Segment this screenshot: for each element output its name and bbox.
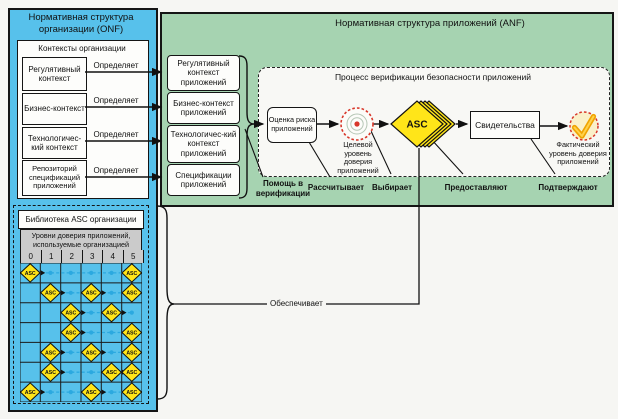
risk-assessment-box: Оценка риска приложений: [267, 107, 317, 143]
library-brace: [157, 206, 174, 399]
svg-text:ASC: ASC: [24, 390, 36, 396]
asc-library-header: Библиотека ASC организации: [18, 210, 144, 229]
trust-levels-subheader: Уровни доверия приложений, используемые организацией: [20, 229, 142, 251]
asc-diamond-label: ASC: [406, 119, 428, 131]
org-context-technology: Технологичес-кий контекст: [22, 127, 87, 159]
svg-text:ASC: ASC: [85, 290, 97, 297]
trust-level-column-4: 4: [102, 250, 123, 263]
trust-level-column-0: 0: [28, 252, 33, 261]
svg-text:ASC: ASC: [45, 370, 56, 377]
target-trust-label: Целевой уровень доверия приложений: [337, 140, 379, 175]
onf-title: Нормативная структура организации (ONF): [28, 12, 134, 35]
verification-process-title: Процесс верификации безопасности приложений: [334, 72, 532, 82]
trust-level-column-1: 1: [41, 250, 62, 263]
svg-text:ASC: ASC: [45, 290, 56, 297]
org-context-business: Бизнес-контекст: [22, 93, 87, 125]
checkmark-icon: [570, 112, 598, 140]
anf-contexts-brace: [239, 56, 254, 198]
trust-level-column-2: 2: [61, 250, 82, 263]
svg-text:ASC: ASC: [126, 290, 138, 297]
trust-level-column-5: 5: [123, 250, 144, 263]
trust-level-column-3: 3: [82, 250, 103, 263]
anf-context-regulatory: Регулятивный контекст приложений: [167, 55, 240, 91]
defines-label-2: Определяет: [93, 96, 139, 105]
svg-text:ASC: ASC: [106, 370, 117, 377]
org-contexts-header: Контексты организации: [38, 44, 126, 53]
svg-text:ASC: ASC: [126, 350, 138, 357]
action-selects: Выбирает: [371, 183, 413, 192]
anf-context-business: Бизнес-контекст приложений: [167, 92, 240, 124]
svg-text:ASC: ASC: [126, 370, 138, 377]
action-provide: Предоставляют: [444, 183, 508, 192]
defines-label-1: Определяет: [93, 61, 139, 70]
action-confirm: Подтверждают: [538, 183, 598, 192]
svg-text:ASC: ASC: [45, 350, 56, 357]
svg-text:ASC: ASC: [106, 310, 117, 317]
actual-trust-label: Фактический уровень доверия приложений: [549, 140, 607, 167]
action-help-verification: Помощь в верификации: [255, 179, 311, 198]
defines-arrows: [85, 72, 161, 177]
svg-text:ASC: ASC: [126, 390, 138, 396]
anf-title: Нормативная структура приложений (ANF): [335, 18, 525, 29]
svg-text:ASC: ASC: [65, 310, 77, 317]
svg-text:ASC: ASC: [126, 330, 138, 337]
action-calculates: Рассчитывает: [307, 183, 365, 192]
target-icon: [341, 108, 373, 140]
defines-label-3: Определяет: [93, 130, 139, 139]
defines-label-4: Определяет: [93, 166, 139, 175]
provides-label: Обеспечивает: [267, 299, 326, 308]
evidence-box: Свидетельства: [470, 111, 540, 139]
svg-text:ASC: ASC: [85, 390, 97, 396]
svg-text:ASC: ASC: [85, 350, 97, 357]
svg-text:ASC: ASC: [65, 330, 77, 337]
org-context-regulatory: Регулятивный контекст: [22, 57, 87, 91]
svg-text:ASC: ASC: [24, 270, 36, 277]
org-context-repository: Репозиторий спецификаций приложений: [22, 160, 87, 196]
anf-context-technology: Технологичес-кий контекст приложений: [167, 125, 240, 163]
svg-text:ASC: ASC: [126, 270, 138, 277]
anf-specifications: Спецификации приложений: [167, 164, 240, 196]
